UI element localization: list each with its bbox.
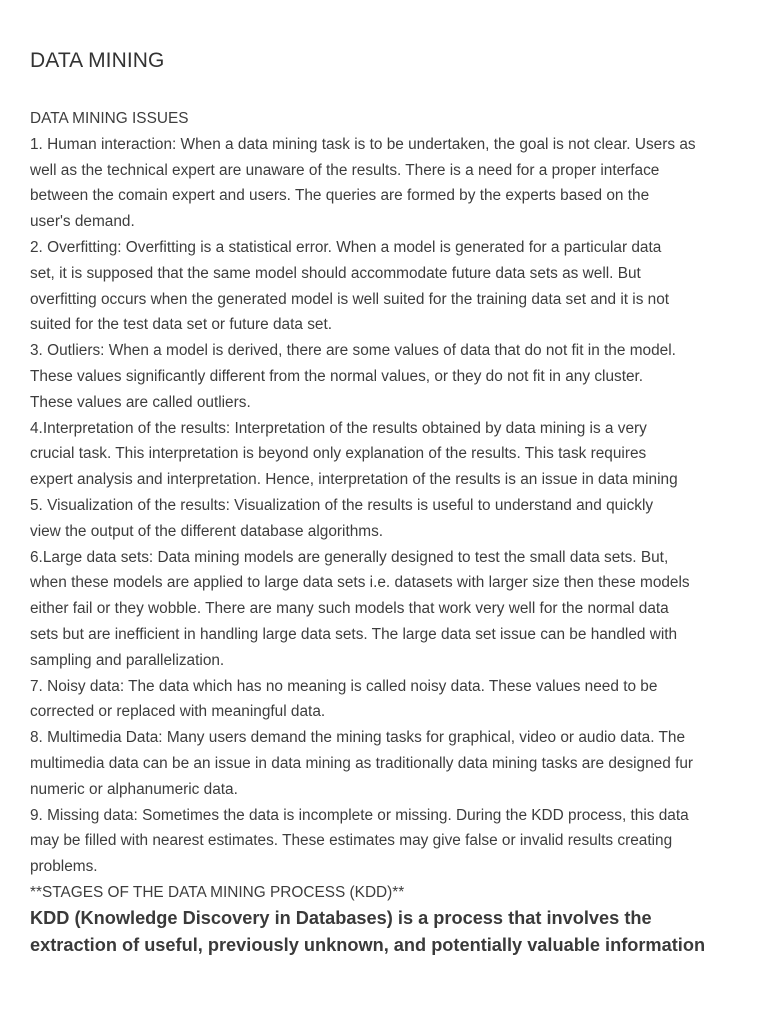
text-line: between the comain expert and users. The queries are formed by the experts based on the: [30, 187, 650, 205]
text-line: 3. Outliers: When a model is derived, there are some values of data that do not fit in the model.: [30, 342, 676, 360]
text-line: user's demand.: [30, 213, 135, 231]
text-line: 9. Missing data: Sometimes the data is incomplete or missing. During the KDD process, this data: [30, 806, 689, 824]
text-line: well as the technical expert are unaware of the results. There is a need for a proper interface: [30, 161, 660, 179]
text-line: may be filled with nearest estimates. These estimates may give false or invalid results creating: [30, 832, 673, 850]
text-line: 5. Visualization of the results: Visualization of the results is useful to understand and quickly: [30, 496, 654, 514]
text-line: sampling and parallelization.: [30, 651, 225, 669]
text-line: 4.Interpretation of the results: Interpretation of the results obtained by data mining is a very: [30, 419, 647, 437]
page-title: DATA MINING: [30, 49, 165, 72]
text-line: 2. Overfitting: Overfitting is a statistical error. When a model is generated for a particular data: [30, 238, 662, 256]
text-line: set, it is supposed that the same model should accommodate future data sets as well. But: [30, 264, 641, 282]
text-line: expert analysis and interpretation. Hence, interpretation of the results is an issue in data mining: [30, 471, 678, 489]
text-line: DATA MINING ISSUES: [30, 110, 189, 127]
text-line: 1. Human interaction: When a data mining task is to be undertaken, the goal is not clear. Users as: [30, 135, 696, 153]
text-line: corrected or replaced with meaningful data.: [30, 703, 326, 721]
text-line: These values significantly different from the normal values, or they do not fit in any cluster.: [30, 367, 644, 385]
bold-text-line: extraction of useful, previously unknown, and potentially valuable information: [30, 934, 706, 955]
text-line: multimedia data can be an issue in data mining as traditionally data mining tasks are designed fur: [30, 754, 694, 772]
text-line: **STAGES OF THE DATA MINING PROCESS (KDD)**: [30, 883, 405, 901]
text-line: either fail or they wobble. There are many such models that work very well for the normal data: [30, 600, 669, 618]
text-line: 6.Large data sets: Data mining models are generally designed to test the small data sets. But,: [30, 548, 669, 566]
text-line: sets but are inefficient in handling large data sets. The large data set issue can be handled with: [30, 625, 678, 643]
body-text: [30, 106, 742, 906]
text-line: view the output of the different database algorithms.: [30, 522, 384, 540]
text-line: suited for the test data set or future data set.: [30, 316, 333, 334]
text-line: 8. Multimedia Data: Many users demand the mining tasks for graphical, video or audio data. The: [30, 729, 686, 747]
text-line: 7. Noisy data: The data which has no meaning is called noisy data. These values need to be: [30, 677, 658, 695]
text-line: numeric or alphanumeric data.: [30, 780, 238, 798]
text-line: These values are called outliers.: [30, 393, 251, 411]
text-line: problems.: [30, 858, 98, 876]
bold-text-line: KDD (Knowledge Discovery in Databases) is a process that involves the: [30, 908, 652, 928]
text-line: overfitting occurs when the generated model is well suited for the training data set and it is not: [30, 290, 670, 308]
text-line: when these models are applied to large data sets i.e. datasets with larger size then these models: [30, 574, 690, 592]
text-line: crucial task. This interpretation is beyond only explanation of the results. This task requires: [30, 445, 647, 463]
bold-paragraph: [30, 905, 742, 958]
